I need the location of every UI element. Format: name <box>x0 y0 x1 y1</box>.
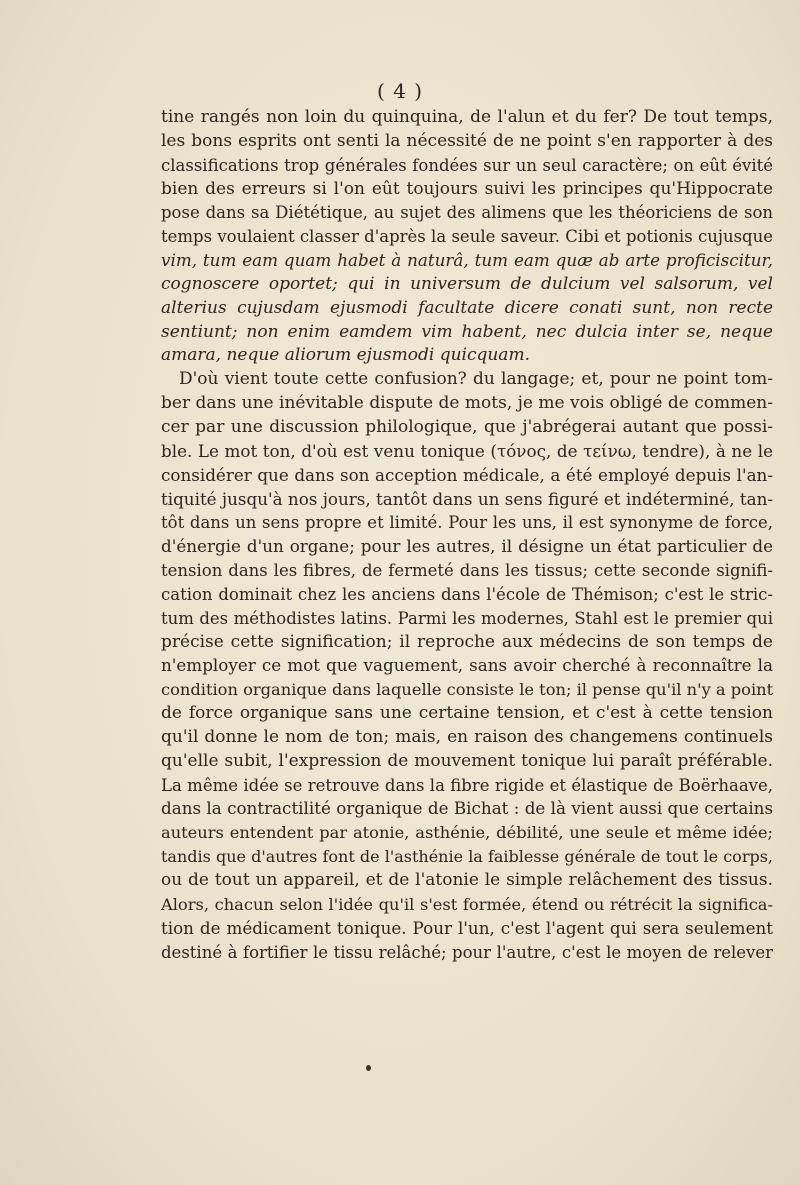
text-line: bien des erreurs si l'on eût toujours suivi les principes qu'Hippocrate <box>161 178 773 199</box>
text-line: de force organique sans une certaine tension, et c'est à cette tension <box>161 703 773 724</box>
text-line: n'employer ce mot que vaguement, sans avoir cherché à reconnaître la <box>161 655 773 676</box>
text-line: alterius cujusdam ejusmodi facultate dicere conati sunt, non recte <box>161 297 773 318</box>
text-line: pose dans sa Diététique, au sujet des alimens que les théoriciens de son <box>161 203 773 223</box>
text-line: considérer que dans son acception médicale, a été employé depuis l'an- <box>161 464 773 485</box>
ink-speck <box>366 1065 371 1071</box>
text-line: condition organique dans laquelle consiste le ton; il pense qu'il n'y a point <box>161 680 773 700</box>
text-line: tine rangés non loin du quinquina, de l'alun et du fer? De tout temps, <box>161 107 773 127</box>
text-line: les bons esprits ont senti la nécessité de ne point s'en rapporter à des <box>161 130 773 151</box>
text-line: qu'elle subit, l'expression de mouvement tonique lui paraît préférable. <box>161 750 773 771</box>
text-line: vim, tum eam quam habet à naturâ, tum eam quæ ab arte proficiscitur, <box>161 250 773 271</box>
text-line: d'énergie d'un organe; pour les autres, il désigne un état particulier de <box>161 536 773 557</box>
text-line: précise cette signification; il reproche aux médecins de son temps de <box>161 631 773 652</box>
text-line: amara, neque aliorum ejusmodi quicquam. <box>161 345 530 366</box>
text-line: auteurs entendent par atonie, asthénie, débilité, une seule et même idée; <box>161 823 773 843</box>
text-line: destiné à fortifier le tissu relâché; pour l'autre, c'est le moyen de relever <box>161 942 773 962</box>
text-line: qu'il donne le nom de ton; mais, en raison des changemens continuels <box>161 726 773 747</box>
text-line: La même idée se retrouve dans la fibre rigide et élastique de Boërhaave, <box>161 775 773 795</box>
text-line: D'où vient toute cette confusion? du langage; et, pour ne point tom- <box>179 369 773 390</box>
text-line: tiquité jusqu'à nos jours, tantôt dans un sens figuré et indéterminé, tan- <box>161 488 773 509</box>
text-line: temps voulaient classer d'après la seule saveur. Cibi et potionis cujusque <box>161 227 773 247</box>
text-line: cation dominait chez les anciens dans l'école de Thémison; c'est le stric- <box>161 584 773 604</box>
text-line: dans la contractilité organique de Bichat : de là vient aussi que certains <box>161 798 773 819</box>
text-line: tum des méthodistes latins. Parmi les modernes, Stahl est le premier qui <box>161 608 773 628</box>
text-line: sentiunt; non enim eamdem vim habent, nec dulcia inter se, neque <box>161 321 773 342</box>
text-line: tension dans les fibres, de fermeté dans les tissus; cette seconde signifi- <box>161 561 773 581</box>
text-line: cer par une discussion philologique, que j'abrégerai autant que possi- <box>161 416 773 437</box>
text-line: tôt dans un sens propre et limité. Pour les uns, il est synonyme de force, <box>161 513 773 533</box>
text-line: tion de médicament tonique. Pour l'un, c'est l'agent qui sera seulement <box>161 917 773 938</box>
page-number: ( 4 ) <box>376 79 424 103</box>
text-line: Alors, chacun selon l'idée qu'il s'est formée, étend ou rétrécit la significa- <box>161 894 773 914</box>
body-text <box>161 106 773 964</box>
text-line: ou de tout un appareil, et de l'atonie le simple relâchement des tissus. <box>161 870 773 890</box>
text-line: classifications trop générales fondées sur un seul caractère; on eût évité <box>161 155 773 175</box>
text-line: ber dans une inévitable dispute de mots, je me vois obligé de commen- <box>161 393 773 414</box>
text-line: tandis que d'autres font de l'asthénie la faiblesse générale de tout le corps, <box>161 847 773 867</box>
text-line: ble. Le mot ton, d'où est venu tonique (τόνος, de τείνω, tendre), à ne le <box>161 440 773 461</box>
text-line: cognoscere oportet; qui in universum de dulcium vel salsorum, vel <box>161 273 773 294</box>
